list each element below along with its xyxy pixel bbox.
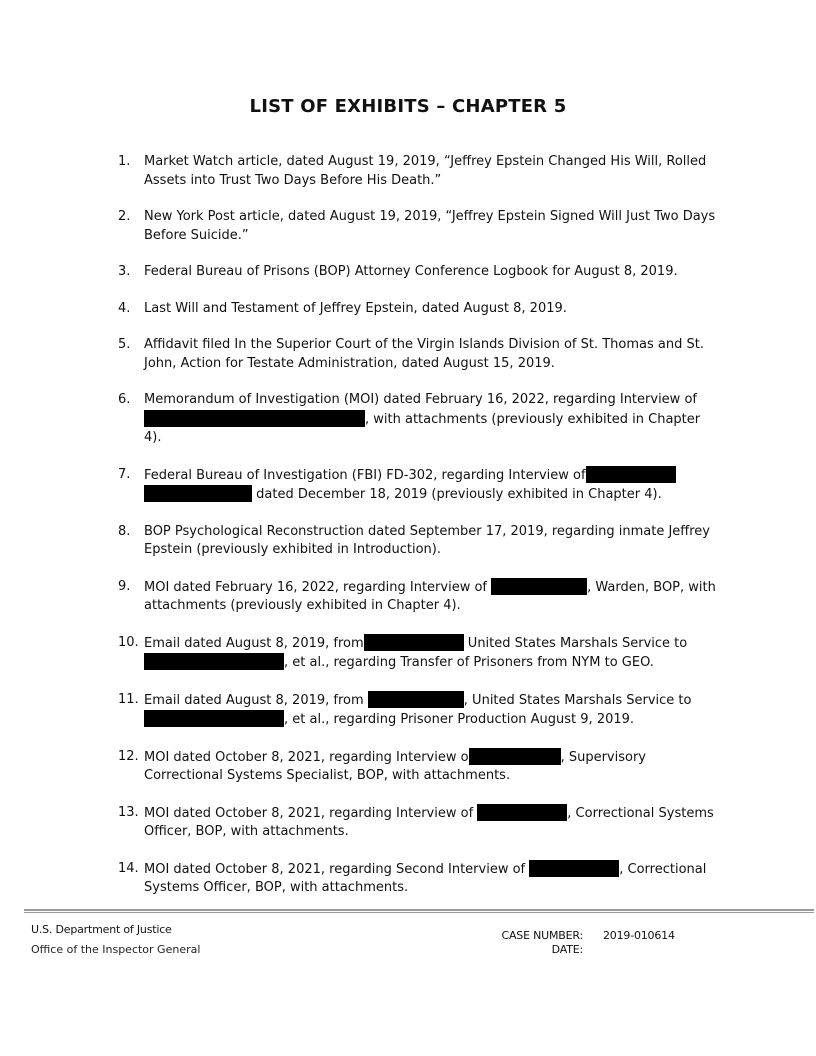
exhibit-number: 9. (118, 578, 131, 594)
exhibit-text-part: , Supervisory Correctional Systems Specialist, BOP, with attachments. (144, 749, 646, 783)
exhibit-number: 14. (118, 860, 139, 876)
exhibit-text: Market Watch article, dated August 19, 2019, “Jeffrey Epstein Changed His Will, Rolled Assets into Trust Two Days Before His Death.” (144, 154, 707, 188)
exhibit-text-part: , Warden, BOP, with attachments (previously exhibited in Chapter 4). (144, 579, 716, 613)
exhibit-item (118, 336, 718, 373)
exhibit-text-part: MOI dated October 8, 2021, regarding Interview of (144, 805, 478, 821)
exhibit-text: Federal Bureau of Prisons (BOP) Attorney Conference Logbook for August 8, 2019. (144, 264, 678, 279)
exhibit-text-part: Email dated August 8, 2019, from (144, 635, 364, 651)
exhibit-text-part: , United States Marshals Service to (463, 692, 692, 708)
case-number-label: CASE NUMBER: (501, 929, 583, 942)
exhibit-item (118, 748, 718, 786)
redaction-bar (144, 710, 284, 727)
exhibit-text-part: , et al., regarding Transfer of Prisoners from NYM to GEO. (284, 655, 654, 670)
redaction-bar (178, 410, 365, 427)
exhibit-text: BOP Psychological Reconstruction dated September 17, 2019, regarding inmate Jeffrey Epstein (previously exhibited in Introduction). (144, 523, 710, 557)
exhibit-item (118, 804, 718, 842)
exhibit-item (118, 860, 718, 898)
exhibit-item (118, 466, 718, 505)
exhibit-text-part: Memorandum of Investigation (MOI) dated February 16, 2022, regarding Interview of (144, 392, 697, 407)
exhibit-item (118, 208, 718, 245)
exhibit-item (118, 391, 718, 448)
footer-divider (24, 909, 814, 913)
office-name: Office of the Inspector General (31, 943, 201, 956)
department-name: U.S. Department of Justice (31, 923, 172, 936)
exhibit-number: 10. (118, 634, 139, 650)
exhibit-number: 11. (118, 691, 139, 707)
exhibit-text-part: MOI dated October 8, 2021, regarding Interview o (144, 749, 469, 765)
exhibit-number: 12. (118, 748, 139, 764)
exhibit-text-part: MOI dated February 16, 2022, regarding Interview of (144, 579, 492, 595)
exhibit-text-part: MOI dated October 8, 2021, regarding Second Interview of (144, 861, 530, 877)
exhibit-item (118, 300, 718, 319)
redaction-bar (491, 578, 587, 595)
exhibit-item (118, 263, 718, 282)
redaction-bar (364, 634, 464, 651)
exhibit-text-part: , with attachments (previously exhibited in Chapter 4). (144, 411, 701, 445)
exhibit-item (118, 578, 718, 616)
exhibit-text-part: , Correctional Systems Officer, BOP, with attachments. (144, 805, 714, 839)
redaction-bar (586, 466, 676, 483)
exhibit-list (118, 153, 718, 916)
redaction-bar (477, 804, 567, 821)
exhibit-number: 2. (118, 209, 131, 224)
exhibit-number: 4. (118, 300, 131, 316)
exhibit-text-part: , Correctional Systems Officer, BOP, with attachments. (144, 861, 707, 895)
exhibit-item (118, 691, 718, 730)
exhibit-number: 6. (118, 392, 131, 407)
exhibit-text: New York Post article, dated August 19, 2019, “Jeffrey Epstein Signed Will Just Two Days Before Suicide.” (144, 209, 716, 243)
exhibit-number: 5. (118, 337, 131, 352)
redaction-bar (469, 748, 561, 765)
exhibit-text: Affidavit filed In the Superior Court of the Virgin Islands Division of St. Thomas and St. John, Action for Testate Administration, dated August 15, 2019. (144, 337, 704, 371)
exhibit-item (118, 634, 718, 673)
exhibit-text-part: dated December 18, 2019 (previously exhibited in Chapter 4). (252, 487, 662, 502)
redaction-bar (144, 653, 284, 670)
exhibit-text-part: United States Marshals Service to (463, 635, 688, 651)
redaction-bar (368, 691, 464, 708)
redaction-bar (529, 860, 619, 877)
exhibit-number: 1. (118, 154, 131, 169)
exhibit-number: 8. (118, 523, 131, 539)
exhibit-item (118, 523, 718, 560)
page-title: LIST OF EXHIBITS – CHAPTER 5 (249, 96, 567, 117)
exhibit-item (118, 153, 718, 190)
exhibit-text: Last Will and Testament of Jeffrey Epstein, dated August 8, 2019. (144, 300, 567, 316)
redaction-bar (144, 410, 178, 427)
exhibit-number: 7. (118, 466, 131, 482)
redaction-bar (144, 485, 252, 502)
case-number-value: 2019-010614 (603, 929, 675, 942)
exhibit-number: 13. (118, 804, 139, 820)
date-label: DATE: (551, 943, 583, 956)
exhibit-text-part: Federal Bureau of Investigation (FBI) FD-302, regarding Interview of (144, 467, 586, 483)
exhibit-text-part: , et al., regarding Prisoner Production August 9, 2019. (284, 712, 635, 727)
exhibit-number: 3. (118, 264, 131, 279)
exhibit-text-part: Email dated August 8, 2019, from (144, 692, 368, 708)
